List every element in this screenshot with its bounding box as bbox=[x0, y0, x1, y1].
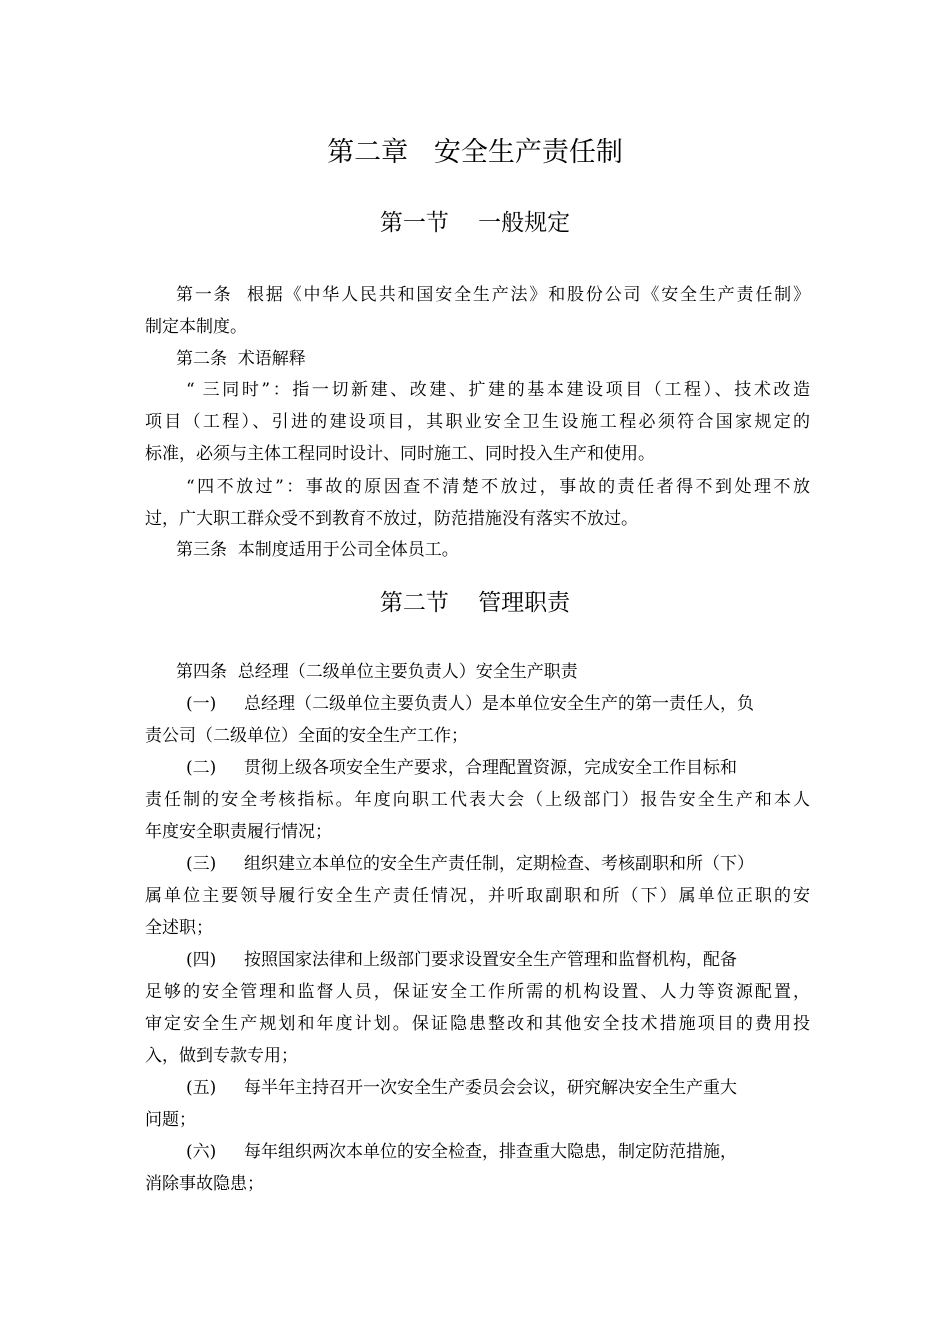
item-4-line-1 bbox=[186, 948, 810, 972]
item-5-number: (五) bbox=[186, 1078, 217, 1098]
article-1-line-2: 制定本制度。 bbox=[145, 317, 247, 337]
item-2-number: (二) bbox=[186, 758, 217, 778]
item-5-line-2: 问题； bbox=[145, 1110, 196, 1130]
item-5-text: 每半年主持召开一次安全生产委员会会议，研究解决安全生产重大 bbox=[244, 1078, 737, 1098]
item-4-line-2: 足够的安全管理和监督人员，保证安全工作所需的机构设置、人力等资源配置， bbox=[145, 982, 810, 1002]
item-5-line-1 bbox=[186, 1076, 810, 1100]
article-2-heading: 第二条 术语解释 bbox=[176, 349, 306, 369]
item-4-line-3: 审定安全生产规划和年度计划。保证隐患整改和其他安全技术措施项目的费用投 bbox=[145, 1014, 810, 1034]
item-4-text: 按照国家法律和上级部门要求设置安全生产管理和监督机构，配备 bbox=[244, 950, 737, 970]
term-sibufangguo-line-1: “四不放过”：事故的原因查不清楚不放过，事故的责任者得不到处理不放 bbox=[186, 477, 810, 497]
section-title-management: 第二节 管理职责 bbox=[379, 590, 571, 616]
item-3-line-2: 属单位主要领导履行安全生产责任情况，并听取副职和所（下）属单位正职的安 bbox=[145, 886, 810, 906]
article-1-line-1: 第一条 根据《中华人民共和国安全生产法》和股份公司《安全生产责任制》 bbox=[176, 285, 810, 305]
item-4-number: (四) bbox=[186, 950, 217, 970]
term-santongshi-line-1: “ 三同时”：指一切新建、改建、扩建的基本建设项目（工程）、技术改造 bbox=[186, 380, 810, 400]
item-2-text: 贯彻上级各项安全生产要求，合理配置资源，完成安全工作目标和 bbox=[244, 758, 737, 778]
item-1-text: 总经理（二级单位主要负责人）是本单位安全生产的第一责任人，负 bbox=[244, 694, 754, 714]
term-sibufangguo-line-2: 过，广大职工群众受不到教育不放过，防范措施没有落实不放过。 bbox=[145, 509, 638, 529]
term-santongshi-line-2: 项目（工程）、引进的建设项目，其职业安全卫生设施工程必须符合国家规定的 bbox=[145, 412, 810, 432]
item-6-line-1 bbox=[186, 1140, 810, 1164]
term-santongshi-line-3: 标准，必须与主体工程同时设计、同时施工、同时投入生产和使用。 bbox=[145, 444, 655, 464]
item-1-line-1 bbox=[186, 692, 810, 716]
item-3-text: 组织建立本单位的安全生产责任制，定期检查、考核副职和所（下） bbox=[244, 854, 754, 874]
item-1-number: (一) bbox=[186, 694, 217, 714]
article-3: 第三条 本制度适用于公司全体员工。 bbox=[176, 540, 459, 560]
item-3-line-1 bbox=[186, 852, 810, 876]
item-6-text: 每年组织两次本单位的安全检查，排查重大隐患，制定防范措施， bbox=[244, 1142, 737, 1162]
item-1-line-2: 责公司（二级单位）全面的安全生产工作； bbox=[145, 726, 468, 746]
item-2-line-2: 责任制的安全考核指标。年度向职工代表大会（上级部门）报告安全生产和本人 bbox=[145, 790, 810, 810]
item-2-line-1 bbox=[186, 756, 810, 780]
item-6-line-2: 消除事故隐患； bbox=[145, 1174, 264, 1194]
article-4-heading: 第四条 总经理（二级单位主要负责人）安全生产职责 bbox=[176, 662, 578, 682]
item-4-line-4: 入，做到专款专用； bbox=[145, 1046, 298, 1066]
item-2-line-3: 年度安全职责履行情况； bbox=[145, 822, 332, 842]
item-3-line-3: 全述职； bbox=[145, 918, 213, 938]
item-6-number: (六) bbox=[186, 1142, 217, 1162]
item-3-number: (三) bbox=[186, 854, 217, 874]
section-title-general: 第一节 一般规定 bbox=[379, 210, 571, 236]
chapter-title: 第二章 安全生产责任制 bbox=[327, 137, 623, 168]
